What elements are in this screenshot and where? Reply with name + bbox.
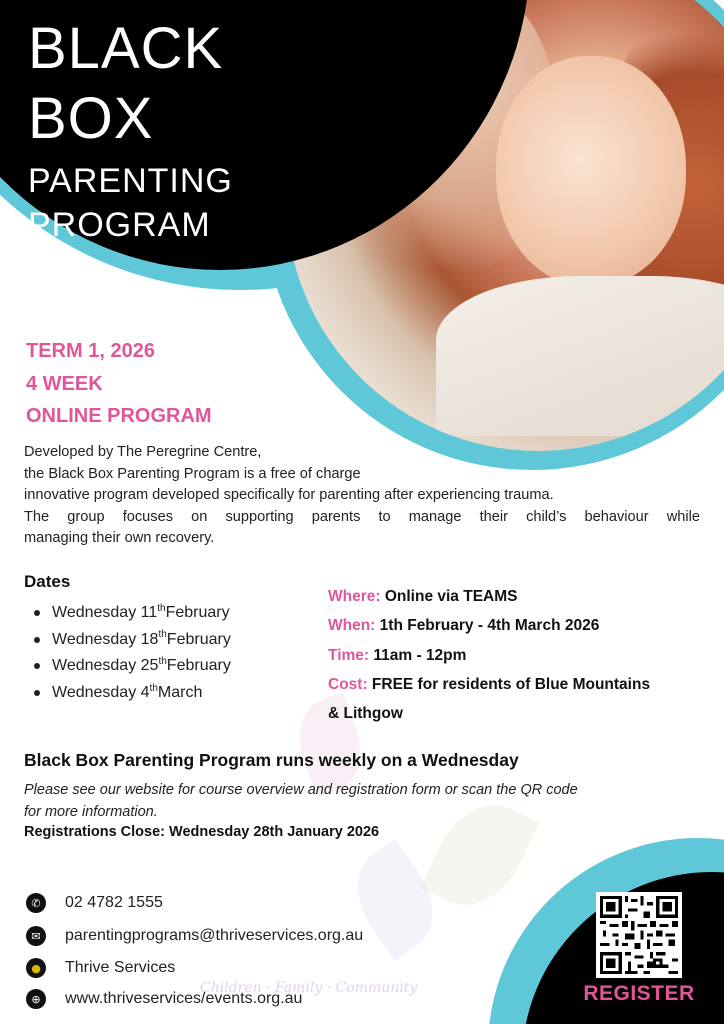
date-month: March <box>157 684 203 702</box>
date-suffix: th <box>157 602 166 614</box>
bullet-icon <box>34 637 40 643</box>
organisation-text: Thrive Services <box>65 959 176 976</box>
date-item <box>34 653 231 680</box>
date-text: Wednesday 4 <box>52 684 150 702</box>
intro-line: innovative program developed specifically for parenting after experiencing trauma. <box>24 487 554 504</box>
cost-label: Cost: <box>328 675 368 693</box>
subtitle-parenting: PARENTING <box>28 162 233 200</box>
date-text: Wednesday 25 <box>52 657 159 675</box>
intro-line: Developed by The Peregrine Centre, <box>24 444 262 460</box>
weekly-heading: Black Box Parenting Program runs weekly on a Wednesday <box>24 750 519 770</box>
intro-line: the Black Box Parenting Program is a free of charge <box>24 465 361 482</box>
term-label: TERM 1, 2026 <box>26 340 155 362</box>
date-text: Wednesday 11 <box>52 604 158 622</box>
register-label[interactable]: REGISTER <box>583 982 695 1005</box>
email-link[interactable]: parentingprograms@thriveservices.org.au <box>65 927 364 944</box>
where-label: Where: <box>328 588 381 605</box>
when-value: 1th February - 4th March 2026 <box>375 617 600 635</box>
subtitle-program: PROGRAM <box>28 206 211 244</box>
when-row <box>328 611 708 640</box>
location-pin-icon: ● <box>26 958 46 978</box>
date-month: February <box>165 604 230 622</box>
duration-label: 4 WEEK <box>26 373 103 395</box>
website-link[interactable]: www.thriveservices/events.org.au <box>65 990 303 1007</box>
date-suffix: th <box>158 655 167 667</box>
photo-sweater-shape <box>436 276 724 436</box>
bullet-icon <box>34 610 40 616</box>
intro-line: The group focuses on supporting parents to manage their child’s behaviour while <box>24 508 700 525</box>
intro-paragraph <box>24 442 700 550</box>
dates-list <box>34 600 231 706</box>
title-black: BLACK <box>28 16 224 81</box>
qr-code[interactable] <box>596 892 682 978</box>
website-note: Please see our website for course overview and registration form or scan the QR code for more information. <box>24 782 578 820</box>
date-item <box>34 627 231 654</box>
date-suffix: th <box>149 682 158 694</box>
email-icon: ✉ <box>26 926 46 946</box>
date-month: February <box>166 630 231 648</box>
when-label: When: <box>328 617 376 635</box>
phone-text[interactable]: 02 4782 1555 <box>65 894 163 911</box>
bullet-icon <box>34 690 40 696</box>
photo-child-face-shape <box>496 56 686 286</box>
date-text: Wednesday 18 <box>52 630 159 648</box>
contact-phone[interactable] <box>26 893 163 913</box>
bullet-icon <box>34 663 40 669</box>
date-item <box>34 680 231 707</box>
date-item <box>34 600 231 627</box>
dates-heading: Dates <box>24 572 71 591</box>
time-label: Time: <box>328 646 370 664</box>
phone-icon: ✆ <box>26 893 46 913</box>
time-value: 11am - 12pm <box>369 646 467 664</box>
registration-close: Registrations Close: Wednesday 28th January 2026 <box>24 824 380 840</box>
date-suffix: th <box>158 629 167 641</box>
where-row <box>328 582 708 611</box>
qr-code-graphic <box>600 896 678 974</box>
contact-email[interactable] <box>26 926 363 946</box>
contact-location <box>26 958 175 978</box>
cost-row-continued: & Lithgow <box>328 705 403 723</box>
time-row <box>328 641 708 670</box>
cost-value: FREE for residents of Blue Mountains <box>367 675 651 693</box>
intro-line: managing their own recovery. <box>24 530 215 547</box>
title-box: BOX <box>28 86 154 151</box>
format-label: ONLINE PROGRAM <box>26 405 212 427</box>
where-value: Online via TEAMS <box>380 588 518 605</box>
cost-row <box>328 670 708 699</box>
date-month: February <box>166 657 231 675</box>
program-details <box>328 582 708 728</box>
globe-icon: ⊕ <box>26 989 46 1009</box>
watermark-tagline: Children · Family · Community <box>200 980 418 996</box>
